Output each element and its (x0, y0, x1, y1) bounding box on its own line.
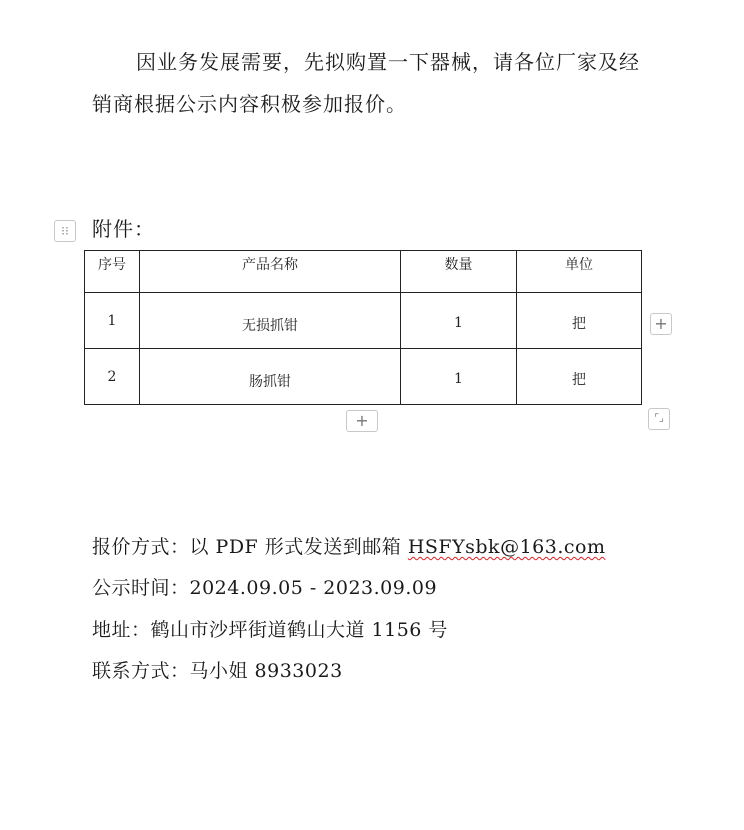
intro-line-1: 因业务发展需要，先拟购置一下器械，请各位厂家及经 (136, 50, 640, 74)
attachment-label: 附件： (92, 217, 155, 241)
address: 地址：鹤山市沙坪街道鹤山大道 1156 号 (92, 619, 448, 641)
quote-email[interactable]: HSFYsbk@163.com (407, 536, 606, 558)
header-quantity[interactable]: 数量 (401, 251, 517, 293)
cell-product-name[interactable]: 无损抓钳 (140, 293, 401, 349)
table-row (85, 349, 642, 405)
table-header-row (85, 251, 642, 293)
plus-icon: + (355, 411, 369, 430)
header-index[interactable]: 序号 (85, 251, 140, 293)
header-product-name[interactable]: 产品名称 (140, 251, 401, 293)
contact: 联系方式：马小姐 8933023 (92, 660, 343, 682)
intro-line-2: 销商根据公示内容积极参加报价。 (92, 92, 407, 116)
cell-quantity[interactable]: 1 (401, 293, 517, 349)
resize-corner-icon: ⌜⌟ (654, 413, 664, 424)
add-row-button[interactable] (346, 410, 378, 432)
cell-index[interactable]: 2 (85, 349, 140, 405)
cell-index[interactable]: 1 (85, 293, 140, 349)
items-table (84, 250, 642, 405)
cell-unit[interactable]: 把 (517, 293, 642, 349)
quote-method (92, 538, 605, 557)
header-unit[interactable]: 单位 (517, 251, 642, 293)
table-move-handle-icon[interactable]: ⁝⁝ (54, 220, 76, 242)
plus-icon: + (654, 314, 668, 333)
publicity-period: 公示时间：2024.09.05 - 2023.09.09 (92, 577, 438, 599)
table-resize-handle[interactable] (648, 408, 670, 430)
cell-unit[interactable]: 把 (517, 349, 642, 405)
cell-quantity[interactable]: 1 (401, 349, 517, 405)
table-row (85, 293, 642, 349)
add-column-button[interactable] (650, 313, 672, 335)
quote-method-label: 报价方式：以 PDF 形式发送到邮箱 (92, 536, 408, 558)
cell-product-name[interactable]: 肠抓钳 (140, 349, 401, 405)
